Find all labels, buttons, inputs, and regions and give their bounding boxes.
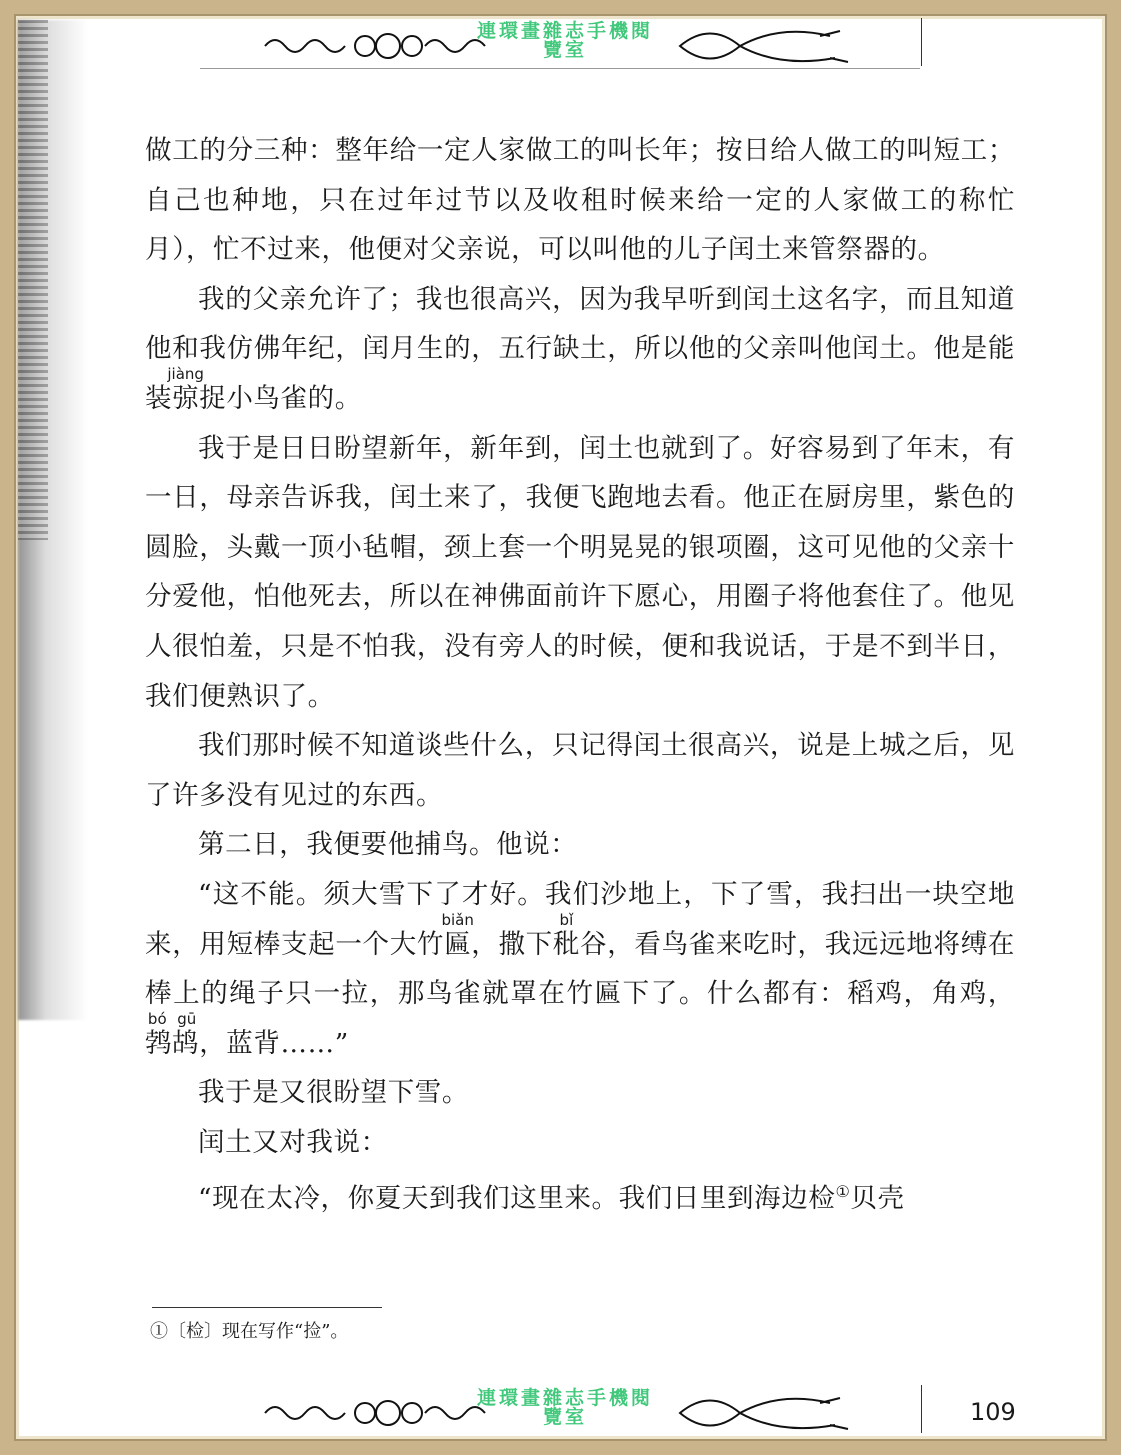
watermark-line1: 連環畫雜志手機閱 xyxy=(476,1387,653,1409)
watermark-line2: 覽室 xyxy=(542,1406,587,1428)
ruby-base: 秕 xyxy=(552,928,581,960)
paragraph: 我们那时候不知道谈些什么，只记得闰土很高兴，说是上城之后，见了许多没有见过的东西。 xyxy=(145,730,1015,811)
text-run: 我的父亲允许了；我也很高兴，因为我早听到闰土这名字，而且知道他和我仿佛年纪，闰月生的，五行缺土，所以他的父亲叫他闰土。他是能装 xyxy=(145,283,1015,414)
body-text xyxy=(145,126,1015,1224)
paragraph: 我于是又很盼望下雪。 xyxy=(198,1077,469,1109)
ruby-base: 弶 xyxy=(167,382,204,414)
ruby-word xyxy=(145,1009,200,1059)
text-run: 谷，看鸟雀来吃时，我远远地将缚在棒上的绳子只一拉，那鸟雀就罩在竹匾下了。什么都有：稻鸡，角鸡， xyxy=(145,928,1015,1010)
pinyin: bó gū xyxy=(145,1009,200,1028)
watermark xyxy=(405,1389,725,1427)
pinyin: bǐ xyxy=(552,910,580,929)
pinyin: jiàng xyxy=(167,364,204,383)
ruby-base: 鹁鸪 xyxy=(145,1027,200,1059)
footnote-rule xyxy=(152,1307,382,1308)
paragraph xyxy=(145,870,1015,1068)
watermark-line1: 連環畫雜志手機閱 xyxy=(476,20,653,42)
paragraph: 我于是日日盼望新年，新年到，闰土也就到了。好容易到了年末，有一日，母亲告诉我，闰土来了，我便飞跑地去看。他正在厨房里，紫色的圆脸，头戴一顶小毡帽，颈上套一个明晃晃的银项圈，这可见他的父亲十分爱他，怕他死去，所以在神佛面前许下愿心，用圈子将他套住了。他见人很怕羞，只是不怕我，没有旁人的时候，便和我说话，于是不到半日，我们便熟识了。 xyxy=(145,432,1015,712)
text-run: “现在太冷，你夏天到我们这里来。我们日里到海边检 xyxy=(198,1183,836,1215)
scan-gutter-texture xyxy=(18,20,48,540)
paragraph: 做工的分三种：整年给一定人家做工的叫长年；按日给人做工的叫短工；自己也种地，只在过年过节以及收租时候来给一定的人家做工的称忙月），忙不过来，他便对父亲说，可以叫他的儿子闰土来管祭器的。 xyxy=(145,135,1015,266)
paragraph: 闰土又对我说： xyxy=(198,1126,388,1158)
paragraph xyxy=(145,275,1015,424)
footer-banner xyxy=(200,1385,920,1435)
text-run: 贝壳 xyxy=(850,1183,905,1215)
footer-divider xyxy=(921,1385,922,1433)
ruby-word xyxy=(441,910,474,960)
text-run: 捉小鸟雀的。 xyxy=(199,382,362,414)
header-divider xyxy=(921,18,922,66)
footnote-ref: ① xyxy=(835,1182,851,1202)
pinyin: biǎn xyxy=(441,910,474,929)
paragraph xyxy=(145,1167,1015,1223)
watermark-line2: 覽室 xyxy=(542,39,587,61)
text-run: ，撒下 xyxy=(471,928,553,960)
ruby-word xyxy=(167,364,204,414)
footnote: ①〔检〕现在写作“捡”。 xyxy=(150,1321,349,1342)
page-number: 109 xyxy=(970,1398,1016,1426)
text-run: ，蓝背……” xyxy=(199,1027,349,1059)
paragraph: 第二日，我便要他捕鸟。他说： xyxy=(198,829,578,861)
text-run: “这不能。须大雪下了才好。我们沙地上，下了雪，我扫出一块空地来，用短棒支起一个大竹 xyxy=(145,878,1015,960)
watermark xyxy=(405,22,725,60)
ruby-word xyxy=(552,910,581,960)
header-banner xyxy=(200,18,920,69)
ruby-base: 匾 xyxy=(441,928,474,960)
